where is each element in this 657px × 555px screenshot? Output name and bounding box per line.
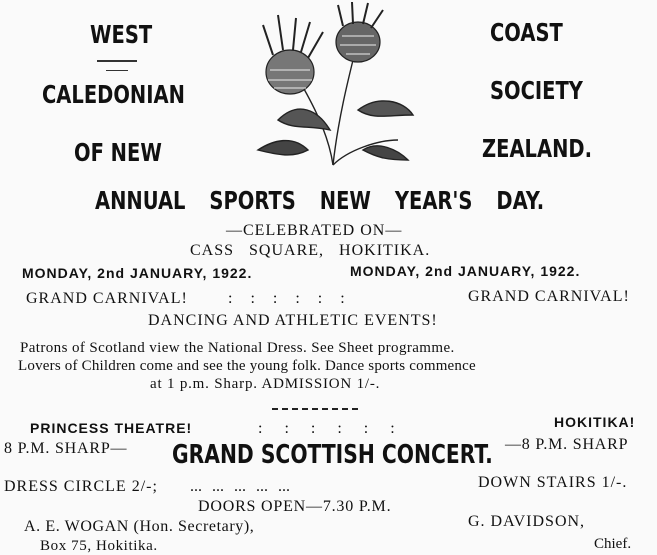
masthead-word-caledonian: CALEDONIAN [42,80,185,109]
date-right: MONDAY, 2nd JANUARY, 1922. [350,263,581,279]
ornament-rule [106,70,128,71]
concert-dots: : : : : : : [258,420,395,437]
masthead-word-of-new: OF NEW [74,138,162,167]
chief-name: G. DAVIDSON, [468,513,586,530]
separator-rule [272,408,358,410]
carnival-right: GRAND CARNIVAL! [468,288,630,305]
celebrated-on: —CELEBRATED ON— [226,222,403,239]
date-left: MONDAY, 2nd JANUARY, 1922. [22,265,253,281]
secretary-address: Box 75, Hokitika. [40,538,158,554]
ornament-rule [97,60,137,62]
body-line: at 1 p.m. Sharp. ADMISSION 1/-. [150,376,381,392]
concert-title: GRAND SCOTTISH CONCERT. [172,440,493,470]
doors-open: DOORS OPEN—7.30 P.M. [198,498,392,515]
concert-time-left: 8 P.M. SHARP— [4,440,128,457]
venue: CASS SQUARE, HOKITIKA. [190,242,431,259]
carnival-dots: : : : : : : [228,290,345,307]
town-name: HOKITIKA! [554,414,636,430]
price-ellipsis: ... ... ... ... ... [190,478,290,495]
masthead-word-zealand: ZEALAND. [482,134,592,163]
chief-title: Chief. [594,536,632,552]
body-line: Lovers of Children come and see the young folk. Dance sports commence [18,358,476,374]
headline: ANNUAL SPORTS NEW YEAR'S DAY. [95,186,545,215]
dress-circle-price: DRESS CIRCLE 2/-; [4,478,158,495]
masthead-word-coast: COAST [490,18,563,47]
carnival-left: GRAND CARNIVAL! [26,290,188,307]
theatre-name: PRINCESS THEATRE! [30,420,193,436]
masthead-word-society: SOCIETY [490,76,583,105]
thistle-icon [238,0,418,170]
masthead-word-west: WEST [90,20,153,49]
down-stairs-price: DOWN STAIRS 1/-. [478,474,628,491]
events-line: DANCING AND ATHLETIC EVENTS! [148,312,438,329]
body-line: Patrons of Scotland view the National Dress. See Sheet programme. [20,340,455,356]
secretary-name: A. E. WOGAN (Hon. Secretary), [24,518,255,535]
concert-time-right: —8 P.M. SHARP [505,436,629,453]
